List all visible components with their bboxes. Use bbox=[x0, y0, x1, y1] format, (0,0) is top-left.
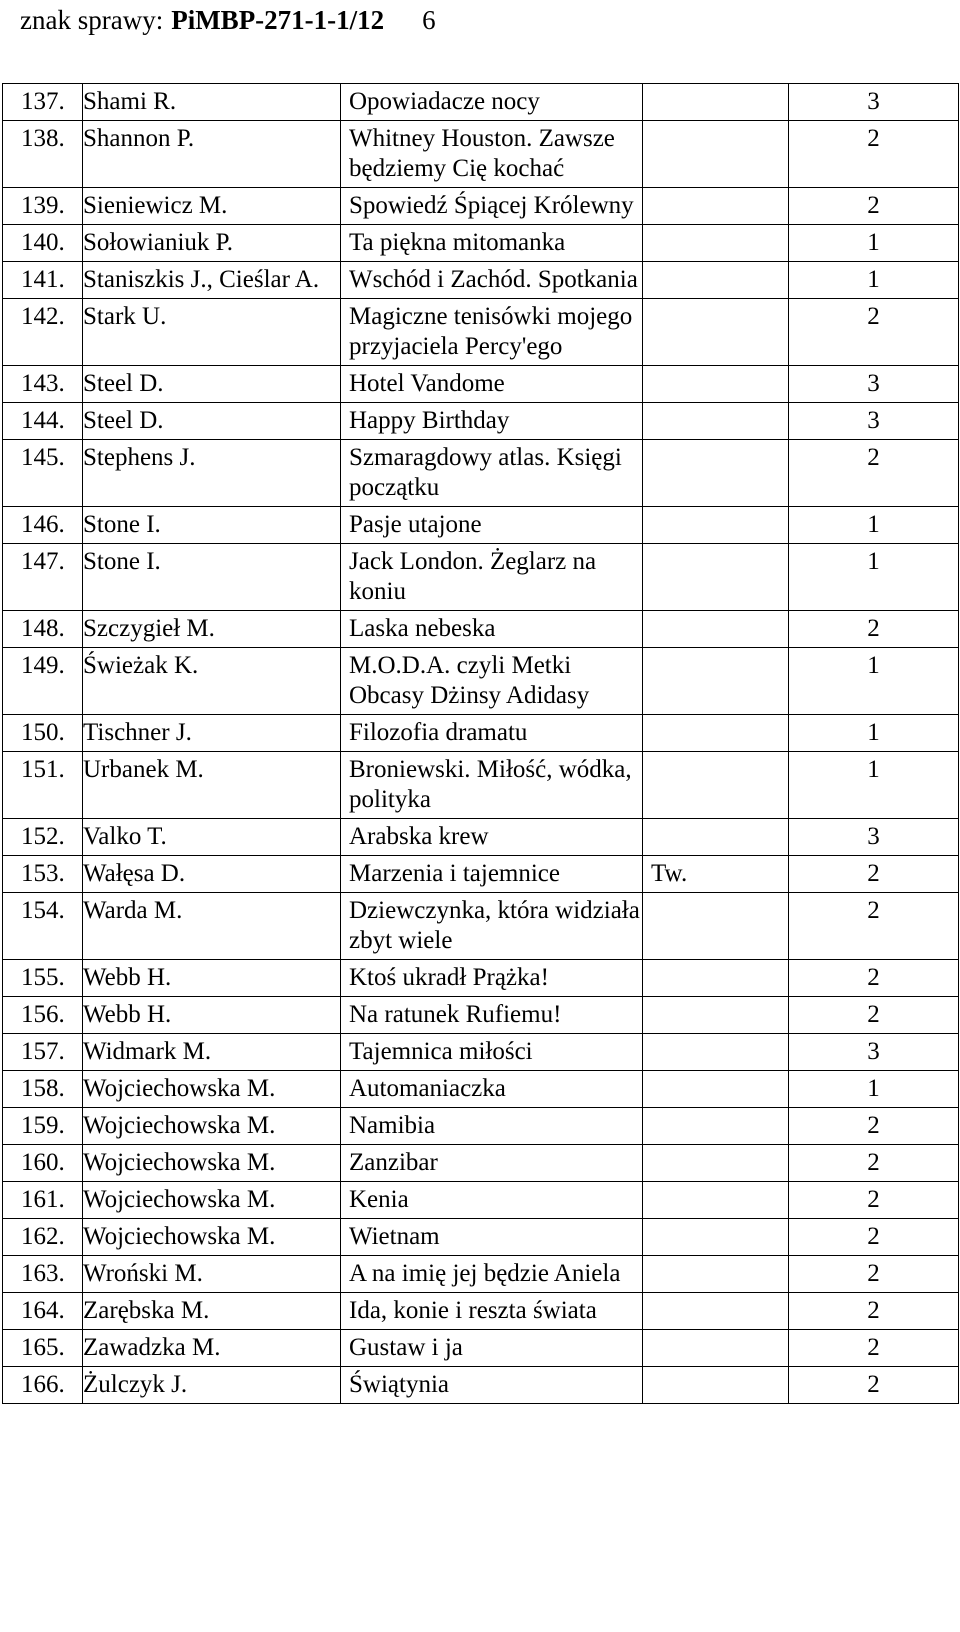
row-number: 149. bbox=[3, 648, 83, 715]
row-number: 165. bbox=[3, 1330, 83, 1367]
row-author: Steel D. bbox=[83, 403, 341, 440]
row-note bbox=[643, 188, 789, 225]
row-note bbox=[643, 715, 789, 752]
table-row bbox=[3, 507, 959, 544]
row-title-text: Whitney Houston. Zawsze będziemy Cię kochać bbox=[349, 125, 615, 182]
table-row bbox=[3, 188, 959, 225]
table-row bbox=[3, 1367, 959, 1404]
row-number: 139. bbox=[3, 188, 83, 225]
row-title-text: Namibia bbox=[349, 1112, 436, 1139]
row-author: Wojciechowska M. bbox=[83, 1145, 341, 1182]
row-title bbox=[341, 121, 643, 188]
row-note bbox=[643, 648, 789, 715]
row-quantity: 2 bbox=[789, 856, 959, 893]
row-title bbox=[341, 225, 643, 262]
row-number: 141. bbox=[3, 262, 83, 299]
row-note bbox=[643, 893, 789, 960]
row-quantity: 3 bbox=[789, 819, 959, 856]
row-quantity: 1 bbox=[789, 648, 959, 715]
row-title-text: Ktoś ukradł Prążka! bbox=[349, 964, 549, 991]
row-title-text: Marzenia i tajemnice bbox=[349, 860, 560, 887]
row-title-text: Jack London. Żeglarz na koniu bbox=[349, 548, 597, 605]
case-number: PiMBP-271-1-1/12 bbox=[171, 4, 385, 35]
table-row bbox=[3, 1071, 959, 1108]
row-title-text: Wschód i Zachód. Spotkania bbox=[349, 266, 638, 293]
row-title-text: Filozofia dramatu bbox=[349, 719, 528, 746]
row-title bbox=[341, 819, 643, 856]
row-note bbox=[643, 1367, 789, 1404]
row-title bbox=[341, 188, 643, 225]
table-row bbox=[3, 544, 959, 611]
row-quantity: 3 bbox=[789, 403, 959, 440]
row-note bbox=[643, 544, 789, 611]
table-row bbox=[3, 366, 959, 403]
row-note bbox=[643, 611, 789, 648]
row-quantity: 1 bbox=[789, 715, 959, 752]
page-number: 6 bbox=[422, 4, 436, 35]
table-row bbox=[3, 84, 959, 121]
row-author: Tischner J. bbox=[83, 715, 341, 752]
row-note bbox=[643, 299, 789, 366]
row-note bbox=[643, 84, 789, 121]
row-author: Żulczyk J. bbox=[83, 1367, 341, 1404]
row-number: 155. bbox=[3, 960, 83, 997]
table-row bbox=[3, 893, 959, 960]
row-title-text: Na ratunek Rufiemu! bbox=[349, 1001, 562, 1028]
row-note bbox=[643, 262, 789, 299]
row-number: 166. bbox=[3, 1367, 83, 1404]
row-author: Wałęsa D. bbox=[83, 856, 341, 893]
row-title-text: A na imię jej będzie Aniela bbox=[349, 1260, 621, 1287]
row-author: Zawadzka M. bbox=[83, 1330, 341, 1367]
row-number: 163. bbox=[3, 1256, 83, 1293]
row-author: Valko T. bbox=[83, 819, 341, 856]
row-title bbox=[341, 84, 643, 121]
row-quantity: 3 bbox=[789, 84, 959, 121]
row-title bbox=[341, 507, 643, 544]
row-title-text: Ida, konie i reszta świata bbox=[349, 1297, 597, 1324]
row-author: Shannon P. bbox=[83, 121, 341, 188]
row-quantity: 1 bbox=[789, 262, 959, 299]
row-title bbox=[341, 715, 643, 752]
row-number: 161. bbox=[3, 1182, 83, 1219]
row-title-text: Gustaw i ja bbox=[349, 1334, 463, 1361]
row-title bbox=[341, 262, 643, 299]
row-title bbox=[341, 960, 643, 997]
row-number: 146. bbox=[3, 507, 83, 544]
row-number: 144. bbox=[3, 403, 83, 440]
row-title bbox=[341, 366, 643, 403]
row-number: 159. bbox=[3, 1108, 83, 1145]
row-quantity: 3 bbox=[789, 1034, 959, 1071]
case-label: znak sprawy: bbox=[20, 4, 164, 35]
row-author: Wojciechowska M. bbox=[83, 1219, 341, 1256]
row-title bbox=[341, 856, 643, 893]
row-number: 137. bbox=[3, 84, 83, 121]
row-number: 143. bbox=[3, 366, 83, 403]
row-note bbox=[643, 819, 789, 856]
row-number: 156. bbox=[3, 997, 83, 1034]
row-note bbox=[643, 1330, 789, 1367]
table-row bbox=[3, 225, 959, 262]
row-title bbox=[341, 403, 643, 440]
row-quantity: 2 bbox=[789, 960, 959, 997]
row-quantity: 2 bbox=[789, 1108, 959, 1145]
row-title bbox=[341, 1330, 643, 1367]
table-row bbox=[3, 752, 959, 819]
row-note bbox=[643, 1071, 789, 1108]
row-title-text: Happy Birthday bbox=[349, 407, 510, 434]
row-note bbox=[643, 507, 789, 544]
row-quantity: 2 bbox=[789, 1219, 959, 1256]
table-row bbox=[3, 1034, 959, 1071]
row-note bbox=[643, 366, 789, 403]
row-number: 162. bbox=[3, 1219, 83, 1256]
row-number: 152. bbox=[3, 819, 83, 856]
row-author: Stephens J. bbox=[83, 440, 341, 507]
row-quantity: 1 bbox=[789, 544, 959, 611]
table-row bbox=[3, 611, 959, 648]
row-title-text: Szmaragdowy atlas. Księgi początku bbox=[349, 444, 622, 501]
row-author: Sołowianiuk P. bbox=[83, 225, 341, 262]
row-quantity: 2 bbox=[789, 1145, 959, 1182]
row-title bbox=[341, 1293, 643, 1330]
row-note bbox=[643, 121, 789, 188]
row-note bbox=[643, 1182, 789, 1219]
row-title bbox=[341, 1182, 643, 1219]
row-note bbox=[643, 1293, 789, 1330]
row-number: 157. bbox=[3, 1034, 83, 1071]
table-row bbox=[3, 1219, 959, 1256]
table-row bbox=[3, 648, 959, 715]
row-note bbox=[643, 225, 789, 262]
row-quantity: 1 bbox=[789, 225, 959, 262]
row-quantity: 1 bbox=[789, 752, 959, 819]
row-author: Świeżak K. bbox=[83, 648, 341, 715]
table-row bbox=[3, 819, 959, 856]
row-quantity: 1 bbox=[789, 507, 959, 544]
table-row bbox=[3, 1293, 959, 1330]
row-title bbox=[341, 997, 643, 1034]
row-quantity: 2 bbox=[789, 440, 959, 507]
row-title bbox=[341, 1219, 643, 1256]
row-number: 160. bbox=[3, 1145, 83, 1182]
row-title bbox=[341, 1367, 643, 1404]
row-title-text: Automaniaczka bbox=[349, 1075, 506, 1102]
row-quantity: 2 bbox=[789, 611, 959, 648]
table-row bbox=[3, 1330, 959, 1367]
row-title bbox=[341, 893, 643, 960]
table-row bbox=[3, 1108, 959, 1145]
row-title-text: Spowiedź Śpiącej Królewny bbox=[349, 192, 634, 219]
row-title-text: Kenia bbox=[349, 1186, 409, 1213]
row-number: 150. bbox=[3, 715, 83, 752]
row-author: Sieniewicz M. bbox=[83, 188, 341, 225]
row-quantity: 2 bbox=[789, 1367, 959, 1404]
row-quantity: 2 bbox=[789, 1330, 959, 1367]
row-author: Wroński M. bbox=[83, 1256, 341, 1293]
table-row bbox=[3, 299, 959, 366]
row-number: 148. bbox=[3, 611, 83, 648]
row-title bbox=[341, 440, 643, 507]
row-author: Stone I. bbox=[83, 544, 341, 611]
row-author: Stone I. bbox=[83, 507, 341, 544]
row-author: Webb H. bbox=[83, 960, 341, 997]
row-author: Urbanek M. bbox=[83, 752, 341, 819]
row-number: 158. bbox=[3, 1071, 83, 1108]
table-row bbox=[3, 403, 959, 440]
row-quantity: 2 bbox=[789, 893, 959, 960]
row-note bbox=[643, 960, 789, 997]
table-row bbox=[3, 121, 959, 188]
row-quantity: 2 bbox=[789, 299, 959, 366]
row-author: Staniszkis J., Cieślar A. bbox=[83, 262, 341, 299]
table-row bbox=[3, 262, 959, 299]
row-title-text: Broniewski. Miłość, wódka, polityka bbox=[349, 756, 632, 813]
table-row bbox=[3, 960, 959, 997]
row-title-text: Magiczne tenisówki mojego przyjaciela Percy'ego bbox=[349, 303, 633, 360]
row-title-text: Hotel Vandome bbox=[349, 370, 505, 397]
row-author: Szczygieł M. bbox=[83, 611, 341, 648]
row-title bbox=[341, 1108, 643, 1145]
row-title-text: Arabska krew bbox=[349, 823, 489, 850]
row-note bbox=[643, 403, 789, 440]
row-note: Tw. bbox=[643, 856, 789, 893]
row-quantity: 2 bbox=[789, 121, 959, 188]
row-title-text: Pasje utajone bbox=[349, 511, 482, 538]
row-title bbox=[341, 1256, 643, 1293]
row-author: Zarębska M. bbox=[83, 1293, 341, 1330]
row-note bbox=[643, 1256, 789, 1293]
row-quantity: 2 bbox=[789, 1256, 959, 1293]
row-note bbox=[643, 1108, 789, 1145]
table-row bbox=[3, 1256, 959, 1293]
row-quantity: 2 bbox=[789, 1182, 959, 1219]
row-title bbox=[341, 1145, 643, 1182]
row-title bbox=[341, 1034, 643, 1071]
row-quantity: 1 bbox=[789, 1071, 959, 1108]
book-list-table bbox=[2, 83, 959, 1404]
table-row bbox=[3, 715, 959, 752]
row-author: Widmark M. bbox=[83, 1034, 341, 1071]
row-number: 154. bbox=[3, 893, 83, 960]
row-title-text: Laska nebeska bbox=[349, 615, 496, 642]
row-title bbox=[341, 752, 643, 819]
row-title bbox=[341, 544, 643, 611]
row-number: 140. bbox=[3, 225, 83, 262]
row-title-text: Zanzibar bbox=[349, 1149, 438, 1176]
row-author: Stark U. bbox=[83, 299, 341, 366]
book-list-body bbox=[3, 84, 959, 1404]
row-title bbox=[341, 1071, 643, 1108]
row-title bbox=[341, 648, 643, 715]
row-title-text: Dziewczynka, która widziała zbyt wiele bbox=[349, 897, 640, 954]
row-title-text: M.O.D.A. czyli Metki Obcasy Dżinsy Adidasy bbox=[349, 652, 590, 709]
row-note bbox=[643, 1034, 789, 1071]
row-note bbox=[643, 1145, 789, 1182]
row-author: Steel D. bbox=[83, 366, 341, 403]
row-number: 138. bbox=[3, 121, 83, 188]
row-title-text: Wietnam bbox=[349, 1223, 440, 1250]
row-number: 142. bbox=[3, 299, 83, 366]
row-note bbox=[643, 440, 789, 507]
row-title-text: Tajemnica miłości bbox=[349, 1038, 533, 1065]
row-number: 147. bbox=[3, 544, 83, 611]
row-author: Webb H. bbox=[83, 997, 341, 1034]
row-quantity: 2 bbox=[789, 997, 959, 1034]
row-quantity: 3 bbox=[789, 366, 959, 403]
row-number: 153. bbox=[3, 856, 83, 893]
row-author: Shami R. bbox=[83, 84, 341, 121]
row-title bbox=[341, 611, 643, 648]
table-row bbox=[3, 997, 959, 1034]
row-author: Wojciechowska M. bbox=[83, 1071, 341, 1108]
row-author: Wojciechowska M. bbox=[83, 1108, 341, 1145]
row-number: 145. bbox=[3, 440, 83, 507]
row-title-text: Świątynia bbox=[349, 1371, 449, 1398]
row-title bbox=[341, 299, 643, 366]
table-row bbox=[3, 440, 959, 507]
row-title-text: Opowiadacze nocy bbox=[349, 88, 540, 115]
row-note bbox=[643, 1219, 789, 1256]
row-author: Warda M. bbox=[83, 893, 341, 960]
row-author: Wojciechowska M. bbox=[83, 1182, 341, 1219]
row-title-text: Ta piękna mitomanka bbox=[349, 229, 566, 256]
row-note bbox=[643, 752, 789, 819]
page-header bbox=[20, 0, 436, 40]
row-quantity: 2 bbox=[789, 188, 959, 225]
row-number: 151. bbox=[3, 752, 83, 819]
row-note bbox=[643, 997, 789, 1034]
table-row bbox=[3, 856, 959, 893]
row-number: 164. bbox=[3, 1293, 83, 1330]
table-row bbox=[3, 1145, 959, 1182]
table-row bbox=[3, 1182, 959, 1219]
row-quantity: 2 bbox=[789, 1293, 959, 1330]
